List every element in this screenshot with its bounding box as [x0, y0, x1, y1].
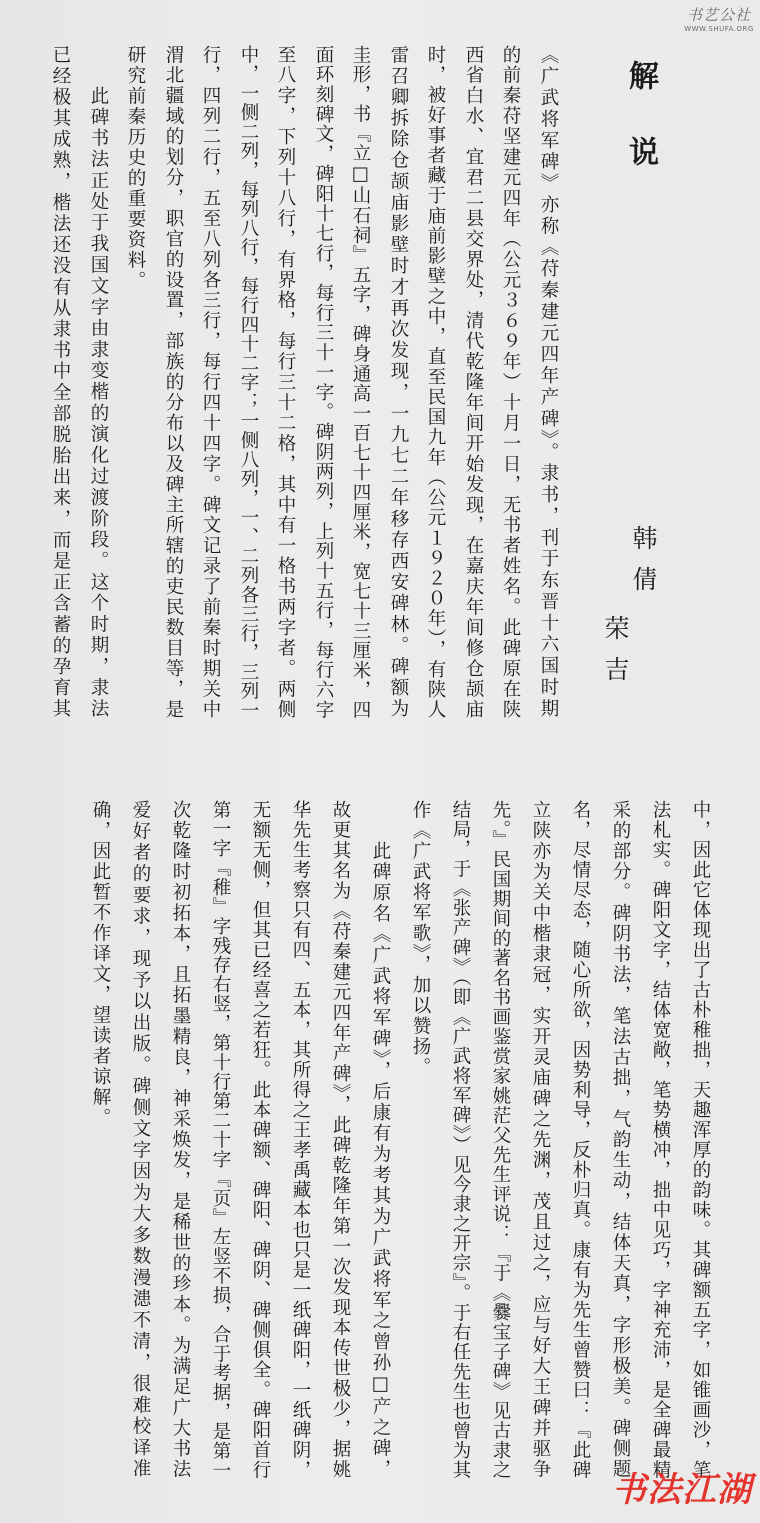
text-column: 已经极其成熟，楷法还没有从隶书中全部脱胎出来，而是正含蓄的孕育其: [50, 45, 71, 720]
text-column: 爱好者的要求，现予以出版。碑侧文字因为大多数漫漶不清，很难校译准: [130, 800, 151, 1480]
site-logo: [682, 6, 756, 34]
text-column: 至八字，下列十八行，有界格，每行三十二格，其中有一格书两字者。两侧: [275, 45, 296, 720]
text-column: 的前秦苻坚建元四年（公元３６９年）十月一日，无书者姓名。此碑原在陕: [500, 45, 521, 720]
author-name: 韩倩: [629, 525, 658, 607]
watermark-stamp: 书法江湖: [612, 1470, 752, 1510]
text-column: 故更其名为《苻秦建元四年产碑》，此碑乾隆年第一次发现本传世极少，据姚: [330, 800, 351, 1480]
text-column: 圭形，书『立□山石祠』五字，碑身通高一百七十四厘米，宽七十三厘米，四: [350, 45, 371, 720]
text-column: 时，被好事者藏于庙前影壁之中，直至民国九年（公元１９２０年），有陕人: [425, 45, 446, 720]
author-name: 荣吉: [601, 615, 630, 697]
page-title: 解说: [623, 60, 658, 212]
site-logo-url: WWW.SHUFA.ORG: [684, 25, 754, 33]
text-column: 立陕亦为关中楷隶冠，实开灵庙碑之先渊，茂且过之，应与好大王碑并驱争: [530, 800, 551, 1480]
text-column: 作《广武将军歌》，加以赞扬。: [410, 800, 431, 1078]
text-column: 中，因此它体现出了古朴稚拙，天趣浑厚的韵味。其碑额五字，如锥画沙，笔: [690, 800, 711, 1480]
text-column: 《广武将军碑》亦称《苻秦建元四年产碑》。隶书，刊于东晋十六国时期: [538, 45, 559, 720]
text-column: 确，因此暂不作译文，望读者谅解。: [90, 800, 111, 1128]
text-column: 此碑书法正处于我国文字由隶变楷的演化过渡阶段。这个时期，隶法: [88, 86, 109, 720]
text-column: 次乾隆时初拓本，且拓墨精良，神采焕发，是稀世的珍本。为满足广大书法: [170, 800, 191, 1480]
text-column: 采的部分。碑阴书法，笔法古拙，气韵生动，结体天真，字形极美。碑侧题: [610, 800, 631, 1480]
text-column: 华先生考察只有四、五本，其所得之王孝禹藏本也只是一纸碑阳，一纸碑阴，: [290, 800, 311, 1480]
text-column: 中，一侧二列，每列八行，每行四十二字；一侧八列，一、二列各三行，三列一: [238, 45, 259, 720]
text-column: 面环刻碑文，碑阳十七行，每行三十一字。碑阴两列，上列十五行，每行六字: [313, 45, 334, 720]
text-column: 行，四列二行，五至八列各三行，每行四十四字。碑文记录了前秦时期关中: [200, 45, 221, 720]
text-column: 渭北疆域的划分，职官的设置，部族的分布以及碑主所辖的吏民数目等，是: [163, 45, 184, 720]
text-column: 雷召卿拆除仓颉庙影壁时才再次发现，一九七二年移存西安碑林。碑额为: [388, 45, 409, 720]
text-column: 结局，于《张产碑》（即《广武将军碑》）见今隶之开宗』。于右任先生也曾为其: [450, 800, 471, 1480]
text-column: 此碑原名《广武将军碑》，后康有为考其为广武将军之曾孙□产之碑，: [370, 841, 391, 1480]
text-column: 第一字『稚』字残存右竖，第十行第二十字『页』左竖不损，合于考据，是第一: [210, 800, 231, 1480]
text-column: 法札实。碑阳文字，结体宽敞，笔势横冲，拙中见巧，字神充沛，是全碑最精: [650, 800, 671, 1480]
text-column: 先。』民国期间的著名书画鉴赏家姚茫父先生评说：『于《爨宝子碑》见古隶之: [490, 800, 511, 1480]
text-column: 无额无侧，但其已经喜之若狂。此本碑额、碑阳、碑阴、碑侧俱全。碑阳首行: [250, 800, 271, 1480]
text-column: 西省白水、宜君二县交界处，清代乾隆年间开始发现，在嘉庆年间修仓颉庙: [463, 45, 484, 720]
site-logo-name: 书艺公社: [686, 6, 751, 24]
text-column: 研究前秦历史的重要资料。: [125, 45, 146, 291]
text-column: 名，尽情尽态，随心所欲，因势利导，反朴归真。康有为先生曾赞曰：『此碑: [570, 800, 591, 1480]
